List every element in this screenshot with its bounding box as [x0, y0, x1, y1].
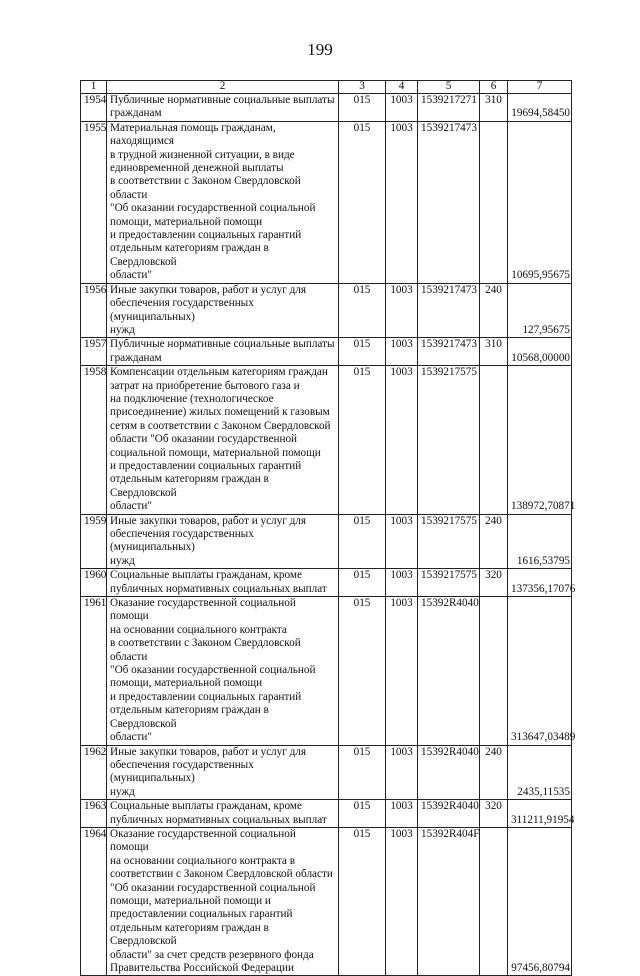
ministry-code: 015 [339, 94, 386, 122]
column-header: 4 [386, 81, 418, 94]
table-row [81, 597, 572, 745]
amount: 10568,00000 [508, 338, 572, 366]
section-code: 1003 [386, 283, 418, 338]
ministry-code: 015 [339, 283, 386, 338]
row-description: Публичные нормативные социальные выплаты гражданам [107, 338, 339, 366]
column-header: 3 [339, 81, 386, 94]
row-description: Иные закупки товаров, работ и услуг для обеспечения государственных (муниципальных) нужд [107, 514, 339, 569]
amount: 313647,03489 [508, 597, 572, 745]
expense-type-code [480, 121, 508, 283]
target-article-code: 1539217575 [418, 569, 480, 597]
table-row [81, 283, 572, 338]
ministry-code: 015 [339, 514, 386, 569]
target-article-code: 1539217473 [418, 121, 480, 283]
amount: 1616,53795 [508, 514, 572, 569]
amount: 127,95675 [508, 283, 572, 338]
target-article-code: 15392R4040 [418, 745, 480, 800]
row-number: 1957 [81, 338, 107, 366]
amount: 137356,17076 [508, 569, 572, 597]
target-article-code: 1539217575 [418, 366, 480, 514]
target-article-code: 1539217473 [418, 338, 480, 366]
table-row [81, 366, 572, 514]
target-article-code: 15392R404F [418, 827, 480, 975]
section-code: 1003 [386, 338, 418, 366]
amount: 138972,70871 [508, 366, 572, 514]
table-row [81, 569, 572, 597]
ministry-code: 015 [339, 597, 386, 745]
row-description: Публичные нормативные социальные выплаты гражданам [107, 94, 339, 122]
expense-type-code: 310 [480, 338, 508, 366]
amount: 311211,91954 [508, 800, 572, 828]
expense-type-code [480, 597, 508, 745]
row-description: Оказание государственной социальной помощи на основании социального контракта в соответствии с Законом Свердловской области "Об оказании государственной социальной помощи, материальной помощи и предоставлении социальных гарантий отдельным категориям граждан в Свердловской области" за счет средств резервного фонда Правительства Российской Федерации [107, 827, 339, 975]
expense-type-code: 320 [480, 800, 508, 828]
ministry-code: 015 [339, 827, 386, 975]
target-article-code: 1539217575 [418, 514, 480, 569]
target-article-code: 15392R4040 [418, 597, 480, 745]
row-number: 1960 [81, 569, 107, 597]
row-description: Иные закупки товаров, работ и услуг для обеспечения государственных (муниципальных) нужд [107, 745, 339, 800]
section-code: 1003 [386, 800, 418, 828]
column-header: 5 [418, 81, 480, 94]
ministry-code: 015 [339, 745, 386, 800]
amount: 10695,95675 [508, 121, 572, 283]
column-header: 1 [81, 81, 107, 94]
amount: 19694,58450 [508, 94, 572, 122]
row-number: 1963 [81, 800, 107, 828]
amount: 2435,11535 [508, 745, 572, 800]
section-code: 1003 [386, 94, 418, 122]
row-description: Социальные выплаты гражданам, кроме публичных нормативных социальных выплат [107, 569, 339, 597]
ministry-code: 015 [339, 338, 386, 366]
section-code: 1003 [386, 569, 418, 597]
section-code: 1003 [386, 366, 418, 514]
target-article-code: 15392R4040 [418, 800, 480, 828]
ministry-code: 015 [339, 366, 386, 514]
row-number: 1964 [81, 827, 107, 975]
expense-type-code [480, 827, 508, 975]
row-description: Иные закупки товаров, работ и услуг для обеспечения государственных (муниципальных) нужд [107, 283, 339, 338]
section-code: 1003 [386, 827, 418, 975]
table-row [81, 121, 572, 283]
table-row [81, 338, 572, 366]
expense-type-code: 240 [480, 745, 508, 800]
page-number: 199 [307, 40, 333, 59]
table-row [81, 800, 572, 828]
table-row [81, 827, 572, 975]
row-description: Материальная помощь гражданам, находящимся в трудной жизненной ситуации, в виде единовременной денежной выплаты в соответствии с Законом Свердловской области "Об оказании государственной социальной помощи, материальной помощи и предоставлении социальных гарантий отдельным категориям граждан в Свердловской области" [107, 121, 339, 283]
ministry-code: 015 [339, 569, 386, 597]
expense-type-code: 320 [480, 569, 508, 597]
section-code: 1003 [386, 597, 418, 745]
column-header: 7 [508, 81, 572, 94]
header-row [81, 81, 572, 94]
expense-type-code: 240 [480, 514, 508, 569]
row-description: Социальные выплаты гражданам, кроме публичных нормативных социальных выплат [107, 800, 339, 828]
row-number: 1954 [81, 94, 107, 122]
row-number: 1959 [81, 514, 107, 569]
table-row [81, 94, 572, 122]
column-header: 6 [480, 81, 508, 94]
row-description: Оказание государственной социальной помощи на основании социального контракта в соответствии с Законом Свердловской области "Об оказании государственной социальной помощи, материальной помощи и предоставлении социальных гарантий отдельным категориям граждан в Свердловской области" [107, 597, 339, 745]
table-row [81, 514, 572, 569]
amount: 97456,80794 [508, 827, 572, 975]
ministry-code: 015 [339, 800, 386, 828]
ministry-code: 015 [339, 121, 386, 283]
column-header: 2 [107, 81, 339, 94]
row-number: 1958 [81, 366, 107, 514]
expense-type-code: 310 [480, 94, 508, 122]
expense-type-code [480, 366, 508, 514]
section-code: 1003 [386, 121, 418, 283]
budget-table [80, 80, 576, 976]
target-article-code: 1539217473 [418, 283, 480, 338]
row-number: 1962 [81, 745, 107, 800]
table-row [81, 745, 572, 800]
expense-type-code: 240 [480, 283, 508, 338]
section-code: 1003 [386, 514, 418, 569]
target-article-code: 1539217271 [418, 94, 480, 122]
row-description: Компенсации отдельным категориям граждан затрат на приобретение бытового газа и на подключение (технологическое присоединение) жилых помещений к газовым сетям в соответствии с Законом Свердловской области "Об оказании государственной социальной помощи, материальной помощи и предоставлении социальных гарантий отдельным категориям граждан в Свердловской области" [107, 366, 339, 514]
row-number: 1956 [81, 283, 107, 338]
row-number: 1955 [81, 121, 107, 283]
row-number: 1961 [81, 597, 107, 745]
section-code: 1003 [386, 745, 418, 800]
